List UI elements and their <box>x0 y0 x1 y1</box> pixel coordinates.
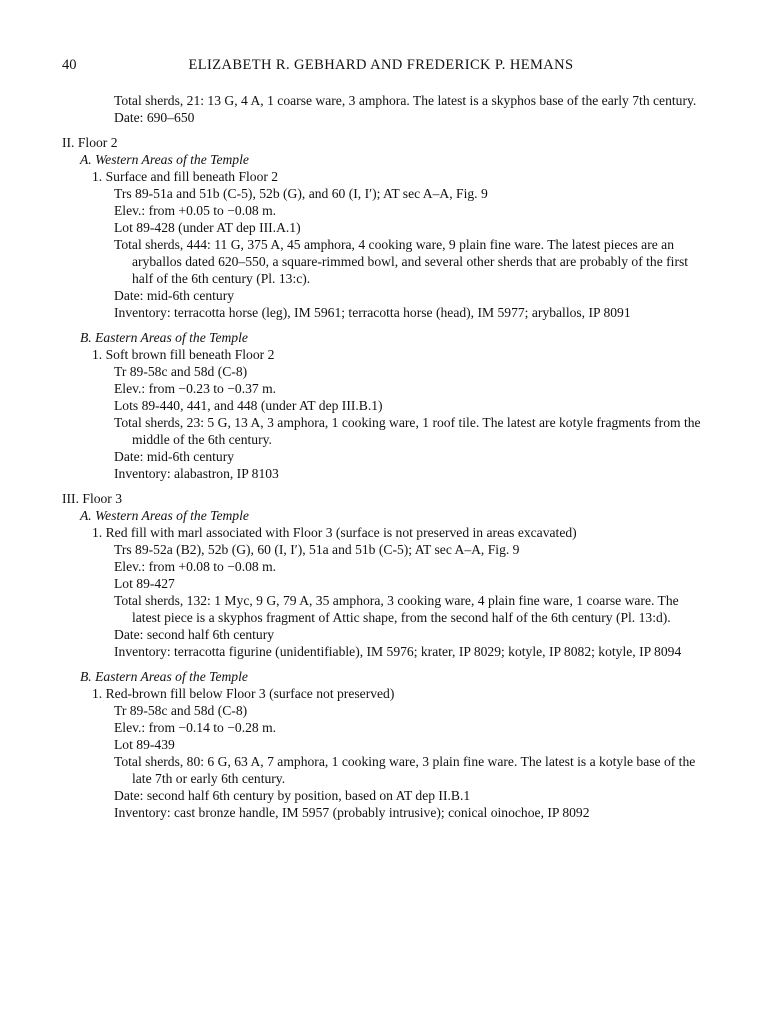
intro-block <box>62 92 702 126</box>
entry-line: Inventory: alabastron, IP 8103 <box>114 466 279 481</box>
document-body <box>62 92 702 821</box>
entry-line: Total sherds, 80: 6 G, 63 A, 7 amphora, 1 cooking ware, 3 plain fine ware. The latest is a kotyle base of the late 7th or early 6th century. <box>114 754 696 786</box>
entry-line: Elev.: from +0.08 to −0.08 m. <box>114 559 277 574</box>
item-heading: 1. Surface and fill beneath Floor 2 <box>92 169 279 184</box>
section-heading: III. Floor 3 <box>62 491 123 506</box>
entry-line: Lot 89-427 <box>114 576 175 591</box>
item-heading: 1. Red-brown fill below Floor 3 (surface not preserved) <box>92 686 395 701</box>
page-header <box>62 57 700 79</box>
subsection-heading: A. Western Areas of the Temple <box>80 508 249 523</box>
entry-line: Inventory: terracotta horse (leg), IM 5961; terracotta horse (head), IM 5977; aryballos, IP 8091 <box>114 305 631 320</box>
entry-line: Date: mid-6th century <box>114 288 235 303</box>
entry-line: Tr 89-58c and 58d (C-8) <box>114 703 248 718</box>
entry-line: Trs 89-52a (B2), 52b (G), 60 (I, I′), 51a and 51b (C-5); AT sec A–A, Fig. 9 <box>114 542 520 557</box>
entry-line: Total sherds, 444: 11 G, 375 A, 45 amphora, 4 cooking ware, 9 plain fine ware. The latest pieces are an aryballos dated 620–550, a square-rimmed bowl, and several other sherds that are probably of the first half of the 6th century (Pl. 13:c). <box>114 237 689 286</box>
entry-line: Lot 89-428 (under AT dep III.A.1) <box>114 220 301 235</box>
section-heading: II. Floor 2 <box>62 135 118 150</box>
intro-line: Date: 690–650 <box>114 110 195 125</box>
entry-line: Elev.: from −0.14 to −0.28 m. <box>114 720 277 735</box>
item-heading: 1. Red fill with marl associated with Floor 3 (surface is not preserved in areas excavated) <box>92 525 577 540</box>
running-title: ELIZABETH R. GEBHARD AND FREDERICK P. HEMANS <box>188 57 574 73</box>
entry-line: Elev.: from −0.23 to −0.37 m. <box>114 381 277 396</box>
entry-line: Total sherds, 23: 5 G, 13 A, 3 amphora, 1 cooking ware, 1 roof tile. The latest are kotyle fragments from the middle of the 6th century. <box>114 415 701 447</box>
entry-line: Elev.: from +0.05 to −0.08 m. <box>114 203 277 218</box>
entry-line: Inventory: terracotta figurine (unidentifiable), IM 5976; krater, IP 8029; kotyle, IP 8082; kotyle, IP 8094 <box>114 644 682 659</box>
entry-line: Lots 89-440, 441, and 448 (under AT dep III.B.1) <box>114 398 383 413</box>
entry-line: Date: second half 6th century <box>114 627 275 642</box>
entry-line: Total sherds, 132: 1 Myc, 9 G, 79 A, 35 amphora, 3 cooking ware, 4 plain fine ware, 1 coarse ware. The latest piece is a skyphos fragment of Attic shape, from the second half of the 6th century (Pl. 13:d). <box>114 593 679 625</box>
entry-line: Date: mid-6th century <box>114 449 235 464</box>
intro-line: Total sherds, 21: 13 G, 4 A, 1 coarse ware, 3 amphora. The latest is a skyphos base of the early 7th century. <box>114 93 697 108</box>
item-heading: 1. Soft brown fill beneath Floor 2 <box>92 347 275 362</box>
subsection-heading: A. Western Areas of the Temple <box>80 152 249 167</box>
entry-line: Tr 89-58c and 58d (C-8) <box>114 364 248 379</box>
entry-line: Date: second half 6th century by position, based on AT dep II.B.1 <box>114 788 471 803</box>
subsection-heading: B. Eastern Areas of the Temple <box>80 669 248 684</box>
entry-line: Inventory: cast bronze handle, IM 5957 (probably intrusive); conical oinochoe, IP 8092 <box>114 805 590 820</box>
page-number: 40 <box>62 57 77 73</box>
entry-line: Trs 89-51a and 51b (C-5), 52b (G), and 60 (I, I′); AT sec A–A, Fig. 9 <box>114 186 488 201</box>
subsection-heading: B. Eastern Areas of the Temple <box>80 330 248 345</box>
entry-line: Lot 89-439 <box>114 737 175 752</box>
